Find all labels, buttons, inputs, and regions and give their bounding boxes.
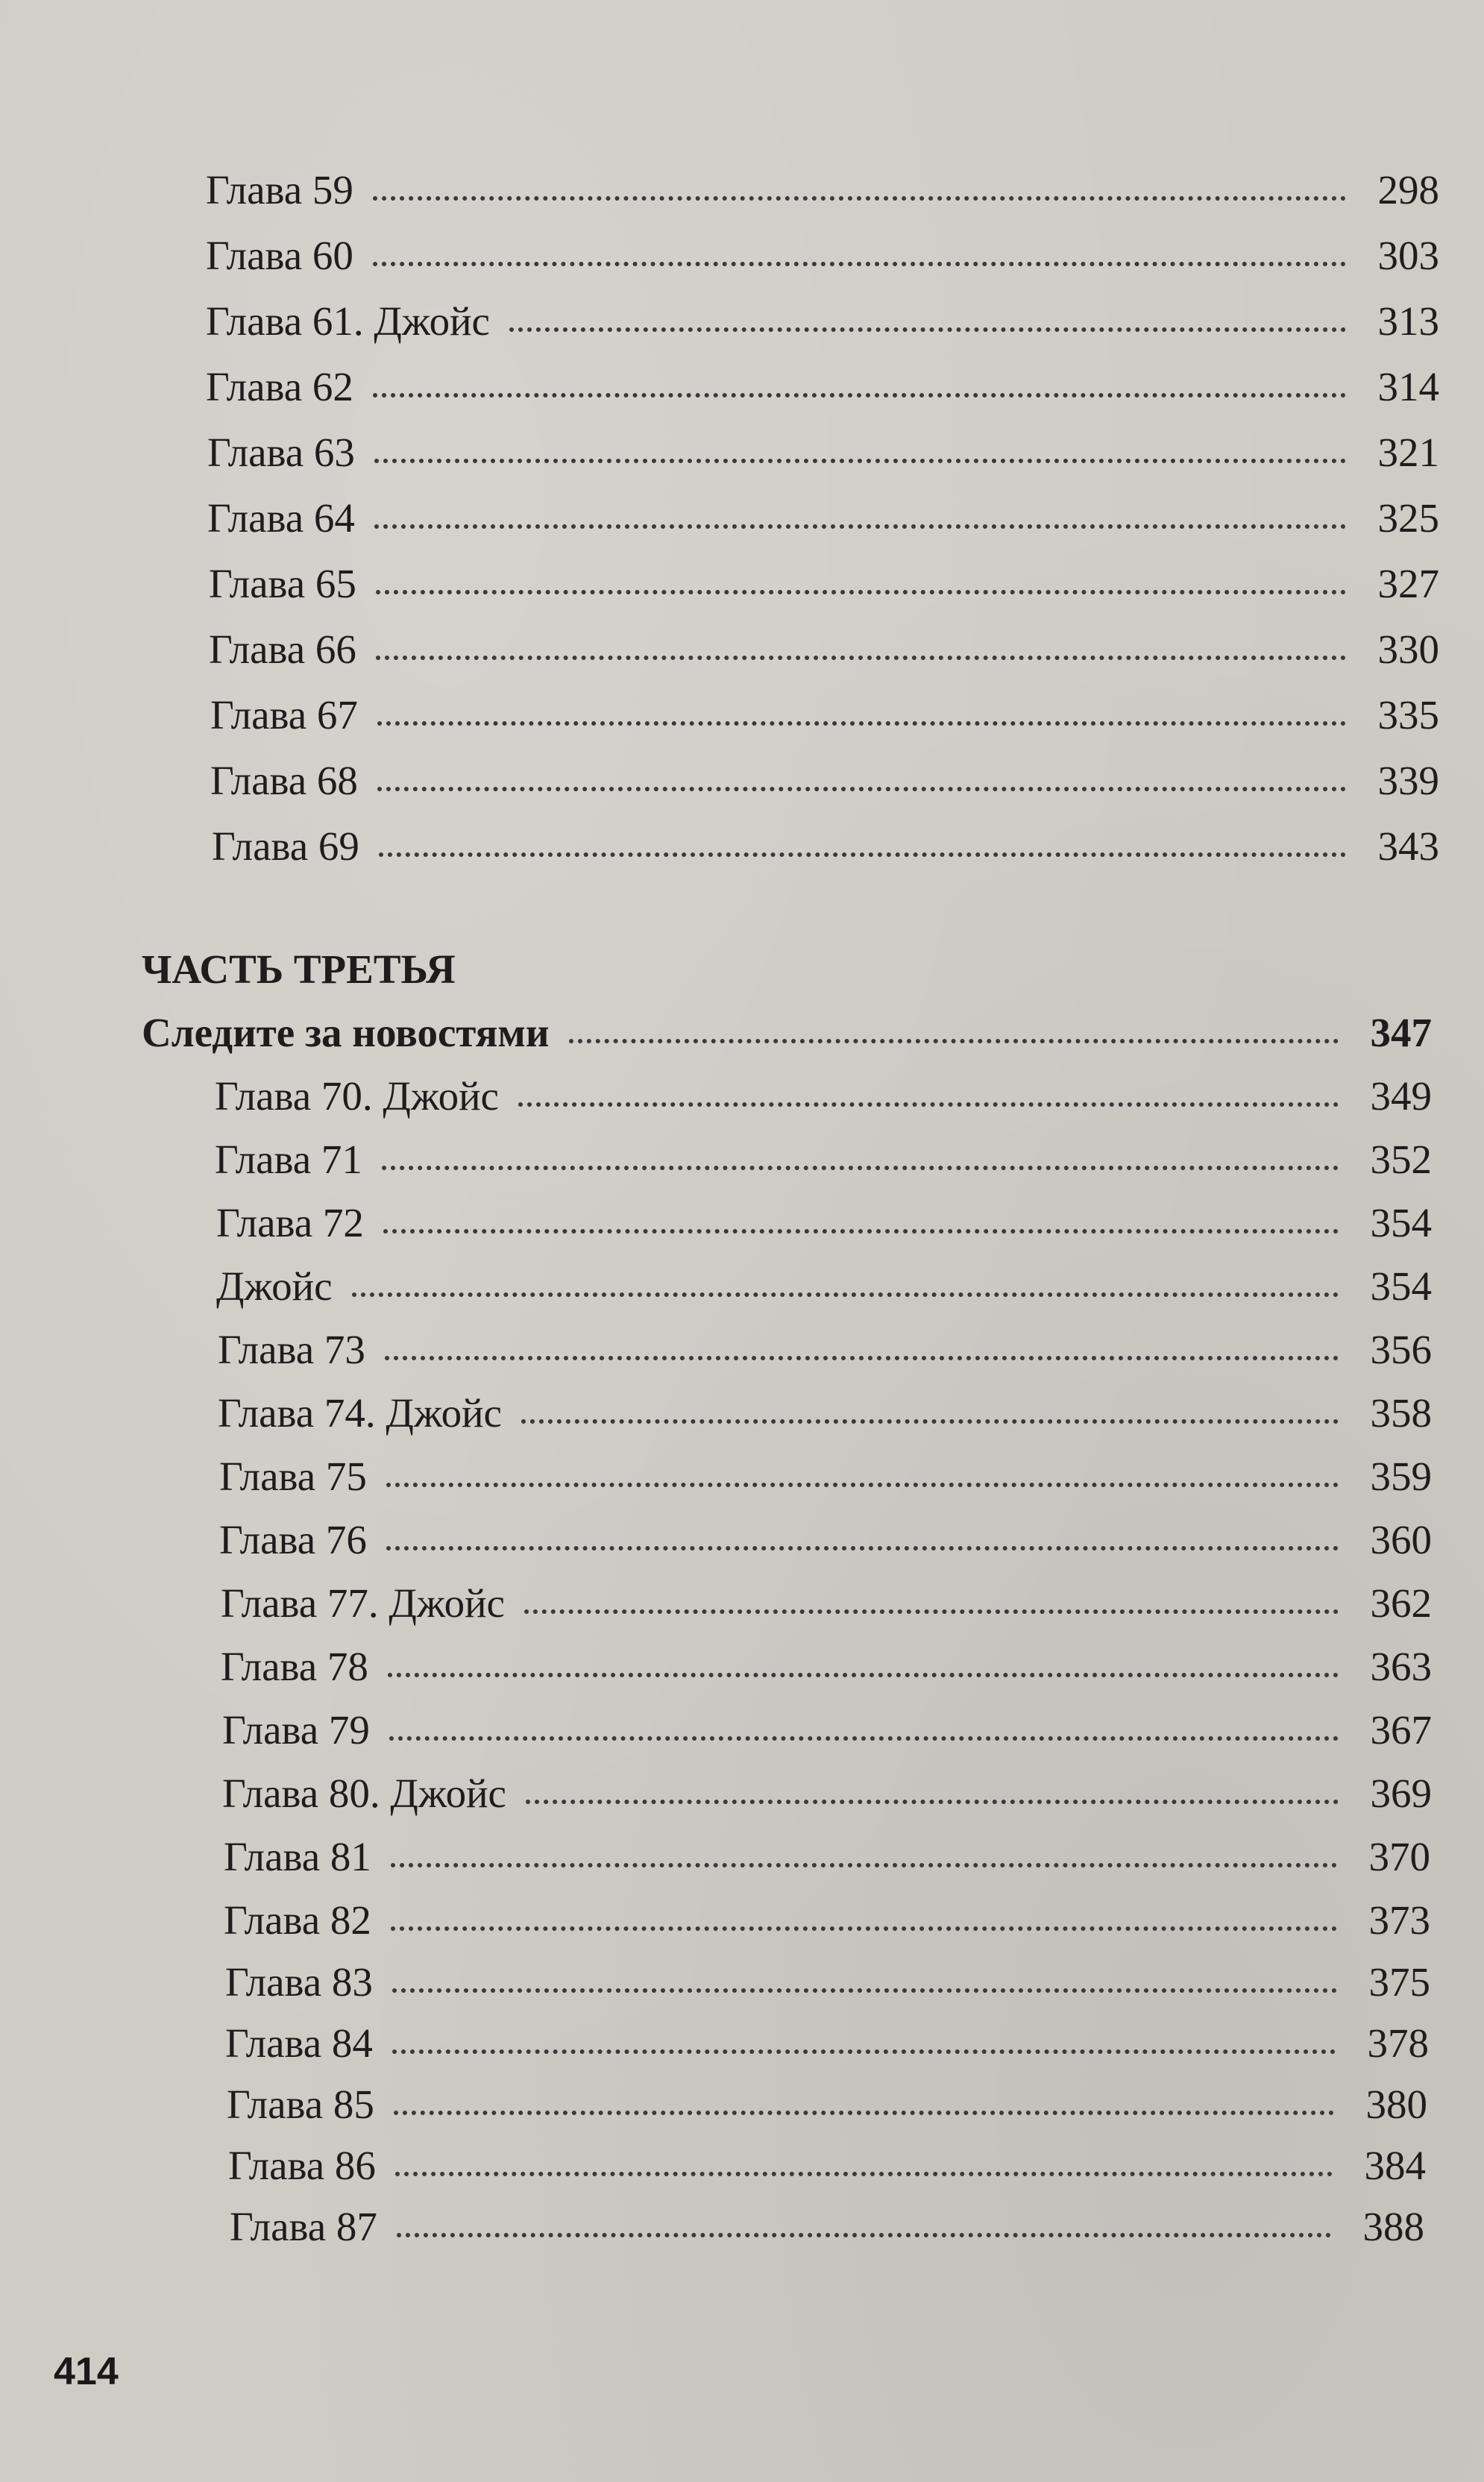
dot-leader	[391, 1926, 1337, 1931]
toc-entry-page: 354	[1370, 1263, 1432, 1309]
dot-leader	[386, 1546, 1339, 1551]
dot-leader	[376, 656, 1346, 660]
toc-entry-label: Глава 83	[225, 1959, 373, 2005]
dot-leader	[373, 262, 1346, 266]
toc-entry-label: Глава 80. Джойс	[222, 1771, 506, 1816]
toc-entry-label: Глава 85	[227, 2082, 374, 2127]
toc-entry-label: Глава 64	[207, 495, 355, 541]
dot-leader	[509, 327, 1346, 332]
toc-entry-page: 367	[1370, 1707, 1432, 1753]
toc-entry-label: Глава 75	[219, 1454, 367, 1499]
toc-entry-page: 388	[1362, 2204, 1424, 2249]
dot-leader	[394, 2111, 1334, 2115]
toc-entry-label: Глава 69	[212, 823, 359, 869]
dot-leader	[526, 1800, 1339, 1804]
toc-entry-page: 373	[1368, 1897, 1430, 1943]
page-number: 414	[54, 2350, 119, 2393]
part-heading: ЧАСТЬ ТРЕТЬЯ	[142, 946, 456, 992]
toc-entry	[221, 1637, 1432, 1697]
toc-entry-page: 370	[1368, 1834, 1430, 1879]
toc-entry-page: 359	[1370, 1454, 1432, 1499]
toc-entry-page: 360	[1370, 1517, 1432, 1562]
toc-entry-page: 339	[1377, 758, 1439, 803]
dot-leader	[374, 524, 1346, 529]
toc-entry	[225, 1952, 1430, 2012]
toc-entry	[228, 2136, 1426, 2196]
dot-leader	[389, 1736, 1339, 1741]
toc-entry	[207, 488, 1439, 548]
dot-leader	[373, 393, 1346, 398]
toc-entry-label: Глава 68	[210, 758, 358, 803]
toc-entry-page: 313	[1377, 298, 1439, 344]
toc-entry	[219, 1510, 1432, 1570]
toc-entry-page: 369	[1370, 1771, 1432, 1816]
toc-entry	[221, 1574, 1432, 1633]
toc-entry-page: 363	[1370, 1644, 1432, 1689]
toc-entry-label: Глава 72	[216, 1200, 364, 1245]
toc-entry-page: 327	[1377, 561, 1439, 606]
toc-entry-label: Глава 70. Джойс	[215, 1073, 499, 1119]
toc-entry-label: Глава 66	[209, 626, 356, 672]
toc-entry	[215, 1066, 1432, 1126]
toc-entry-label: Глава 63	[207, 430, 355, 475]
toc-section-label: Следите за новостями	[142, 1010, 550, 1055]
dot-leader	[382, 1166, 1339, 1170]
toc-entry	[207, 423, 1439, 483]
toc-entry-label: Глава 61. Джойс	[206, 298, 490, 344]
toc-entry-label: Глава 87	[230, 2204, 377, 2249]
toc-entry-page: 349	[1370, 1073, 1432, 1119]
dot-leader	[376, 590, 1346, 594]
toc-entry-page: 343	[1377, 823, 1439, 869]
toc-entry-page: 352	[1370, 1137, 1432, 1182]
toc-entry-label: Глава 86	[228, 2143, 376, 2188]
toc-entry-label: Глава 67	[210, 692, 358, 738]
toc-entry-label: Глава 62	[206, 364, 353, 409]
toc-entry-label: Глава 78	[221, 1644, 368, 1689]
toc-entry-label: Глава 60	[206, 233, 353, 278]
toc-entry	[222, 1764, 1432, 1823]
dot-leader	[373, 196, 1346, 201]
toc-entry	[222, 1700, 1432, 1760]
toc-entry	[216, 1193, 1432, 1253]
toc-entry	[210, 751, 1439, 811]
toc-entry-label: Глава 65	[209, 561, 356, 606]
toc-entry-page: 378	[1367, 2020, 1429, 2066]
toc-entry-label: Глава 82	[224, 1897, 371, 1943]
toc-entry	[206, 292, 1439, 351]
toc-entry	[218, 1383, 1432, 1443]
dot-leader	[392, 2049, 1336, 2054]
toc-entry-page: 298	[1377, 167, 1439, 213]
toc-entry-label: Глава 76	[219, 1517, 367, 1562]
toc-entry	[218, 1320, 1432, 1380]
dot-leader	[352, 1292, 1339, 1297]
toc-section	[142, 1003, 1432, 1063]
toc-entry-page: 330	[1377, 626, 1439, 672]
dot-leader	[388, 1673, 1339, 1677]
toc-entry	[230, 2197, 1424, 2257]
dot-leader	[379, 852, 1346, 857]
toc-entry	[219, 1447, 1432, 1507]
toc-entry-page: 321	[1377, 430, 1439, 475]
dot-leader	[386, 1483, 1339, 1487]
toc-entry-label: Глава 81	[224, 1834, 371, 1879]
toc-entry	[212, 817, 1439, 876]
toc-entry-page: 335	[1377, 692, 1439, 738]
toc-entry	[206, 226, 1439, 286]
toc-entry-label: Глава 74. Джойс	[218, 1390, 502, 1436]
toc-entry	[210, 685, 1439, 745]
toc-entry-page: 358	[1370, 1390, 1432, 1436]
toc-entry-page: 325	[1377, 495, 1439, 541]
toc-entry-label: Джойс	[216, 1263, 333, 1309]
toc-entry-label: Глава 79	[222, 1707, 370, 1753]
dot-leader	[524, 1609, 1339, 1614]
toc-section-page: 347	[1370, 1010, 1432, 1055]
toc-entry	[224, 1827, 1430, 1887]
toc-entry-page: 375	[1368, 1959, 1430, 2005]
dot-leader	[391, 1863, 1337, 1867]
dot-leader	[374, 459, 1346, 463]
dot-leader	[377, 787, 1346, 791]
toc-entry-page: 380	[1365, 2082, 1427, 2127]
toc-entry-page: 356	[1370, 1327, 1432, 1372]
dot-leader	[377, 721, 1346, 726]
dot-leader	[518, 1102, 1339, 1107]
toc-entry	[206, 357, 1439, 417]
dot-leader	[392, 1988, 1337, 1993]
toc-entry	[209, 554, 1439, 614]
toc-entry-label: Глава 59	[206, 167, 353, 213]
toc-entry	[216, 1257, 1432, 1316]
toc-entry	[224, 1891, 1430, 1950]
toc-entry-label: Глава 77. Джойс	[221, 1580, 505, 1626]
dot-leader	[397, 2233, 1331, 2237]
toc-entry	[225, 2014, 1429, 2073]
toc-entry-page: 314	[1377, 364, 1439, 409]
toc-entry-page: 362	[1370, 1580, 1432, 1626]
dot-leader	[569, 1039, 1339, 1043]
toc-entry-label: Глава 71	[215, 1137, 362, 1182]
dot-leader	[383, 1229, 1339, 1234]
toc-entry-page: 303	[1377, 233, 1439, 278]
dot-leader	[395, 2172, 1333, 2176]
toc-entry	[215, 1130, 1432, 1190]
toc-entry-page: 384	[1364, 2143, 1426, 2188]
dot-leader	[385, 1356, 1339, 1360]
toc-entry-label: Глава 84	[225, 2020, 373, 2066]
toc-entry	[227, 2075, 1427, 2134]
toc-entry	[206, 160, 1439, 220]
toc-entry-label: Глава 73	[218, 1327, 365, 1372]
dot-leader	[521, 1419, 1339, 1424]
toc-entry-page: 354	[1370, 1200, 1432, 1245]
toc-entry	[209, 620, 1439, 679]
